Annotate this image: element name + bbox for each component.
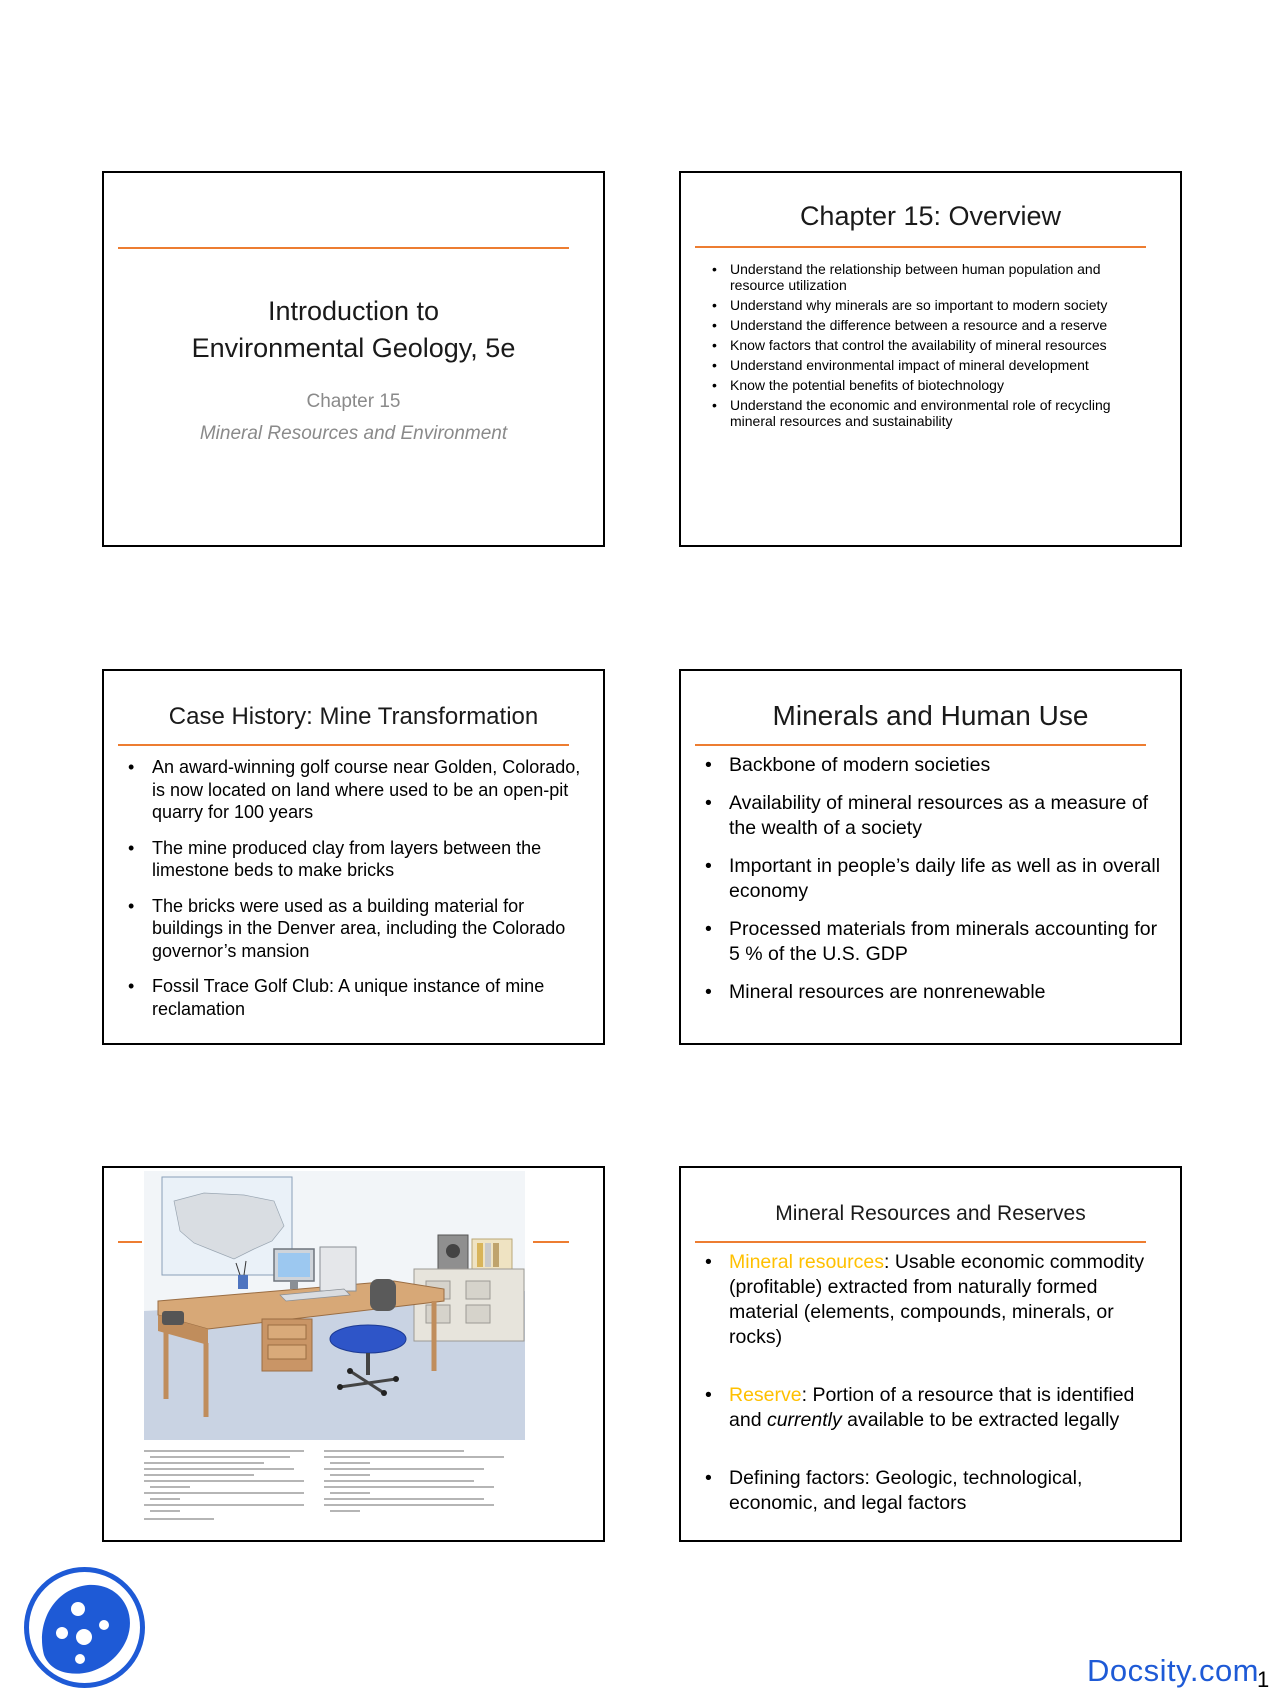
bullet-item: • Understand environmental impact of mineral development <box>730 357 1152 373</box>
accent-rule <box>695 246 1146 248</box>
page-number: 1 <box>1257 1667 1270 1692</box>
bullet-item: • Fossil Trace Golf Club: A unique instance of mine reclamation <box>152 975 589 1020</box>
wall-map <box>162 1177 292 1275</box>
slide-title: Case History: Mine Transformation <box>168 703 539 730</box>
slide-minerals-human-use <box>679 669 1182 1045</box>
bullet-item: • The bricks were used as a building material for buildings in the Denver area, including the Colorado governor’s mansion <box>152 895 589 963</box>
slide-subtitle: Mineral Resources and Environment <box>199 423 508 444</box>
definition-text: : Portion of a resource that is identified and <box>729 1384 1135 1431</box>
bullet-item: • Understand the relationship between human population and resource utilization <box>730 261 1152 293</box>
bullet-item: • Know the potential benefits of biotechnology <box>730 377 1152 393</box>
bullet-item: • Defining factors: Geologic, technological, economic, and legal factors <box>729 1466 1170 1516</box>
bullet-list <box>730 261 1152 433</box>
docsity-logo-icon <box>22 1565 147 1690</box>
bullet-item: • Mineral resources are nonrenewable <box>729 980 1170 1005</box>
bullet-item: • The mine produced clay from layers between the limestone beds to make bricks <box>152 837 589 882</box>
bullet-item: • Backbone of modern societies <box>729 753 1170 778</box>
bullet-item: • Important in people’s daily life as well as in overall economy <box>729 854 1170 904</box>
accent-rule-right <box>533 1241 569 1243</box>
accent-rule <box>118 744 569 746</box>
accent-rule <box>695 1241 1146 1243</box>
bullet-item: • An award-winning golf course near Golden, Colorado, is now located on land where used to be an open-pit quarry for 100 years <box>152 756 589 824</box>
bullet-list <box>152 756 589 1033</box>
slide-main-title <box>104 293 603 367</box>
bullet-item <box>729 1383 1170 1433</box>
definition-text: : Usable economic commodity (profitable) extracted from naturally formed material (elements, compounds, minerals, or rocks) <box>729 1251 1145 1348</box>
slide-resources-reserves <box>679 1166 1182 1542</box>
bullet-item: • Understand the difference between a resource and a reserve <box>730 317 1152 333</box>
accent-rule <box>695 744 1146 746</box>
accent-rule-left <box>118 1241 142 1243</box>
slide-office-figure <box>102 1166 605 1542</box>
emphasis-text: currently <box>766 1409 842 1431</box>
slide-title: Chapter 15: Overview <box>799 201 1062 231</box>
chapter-label: Chapter 15 <box>306 391 401 412</box>
bullet-item: • Availability of mineral resources as a measure of the wealth of a society <box>729 791 1170 841</box>
docsity-brand-text[interactable]: Docsity.com <box>1087 1653 1260 1688</box>
bullet-item <box>729 1250 1170 1350</box>
title-line-2: Environmental Geology, 5e <box>191 333 516 363</box>
title-line-1: Introduction to <box>267 296 440 326</box>
bullet-list <box>729 753 1170 1018</box>
slide-title: Minerals and Human Use <box>772 700 1089 731</box>
slide-title <box>102 171 605 547</box>
bullet-item: • Understand the economic and environmental role of recycling mineral resources and sustainability <box>730 397 1152 429</box>
figure-caption-text <box>144 1446 525 1538</box>
definition-text: available to be extracted legally <box>841 1409 1120 1431</box>
slide-title: Mineral Resources and Reserves <box>775 1202 1086 1225</box>
accent-rule <box>118 247 569 249</box>
office-illustration <box>144 1171 525 1440</box>
bullet-item: • Know factors that control the availability of mineral resources <box>730 337 1152 353</box>
slide-overview <box>679 171 1182 547</box>
slide-case-history <box>102 669 605 1045</box>
term-mineral-resources: Mineral resources <box>729 1251 884 1273</box>
bullet-item: • Processed materials from minerals accounting for 5 % of the U.S. GDP <box>729 917 1170 967</box>
bullet-list <box>729 1250 1170 1516</box>
term-reserve: Reserve <box>729 1384 802 1406</box>
bullet-item: • Understand why minerals are so important to modern society <box>730 297 1152 313</box>
